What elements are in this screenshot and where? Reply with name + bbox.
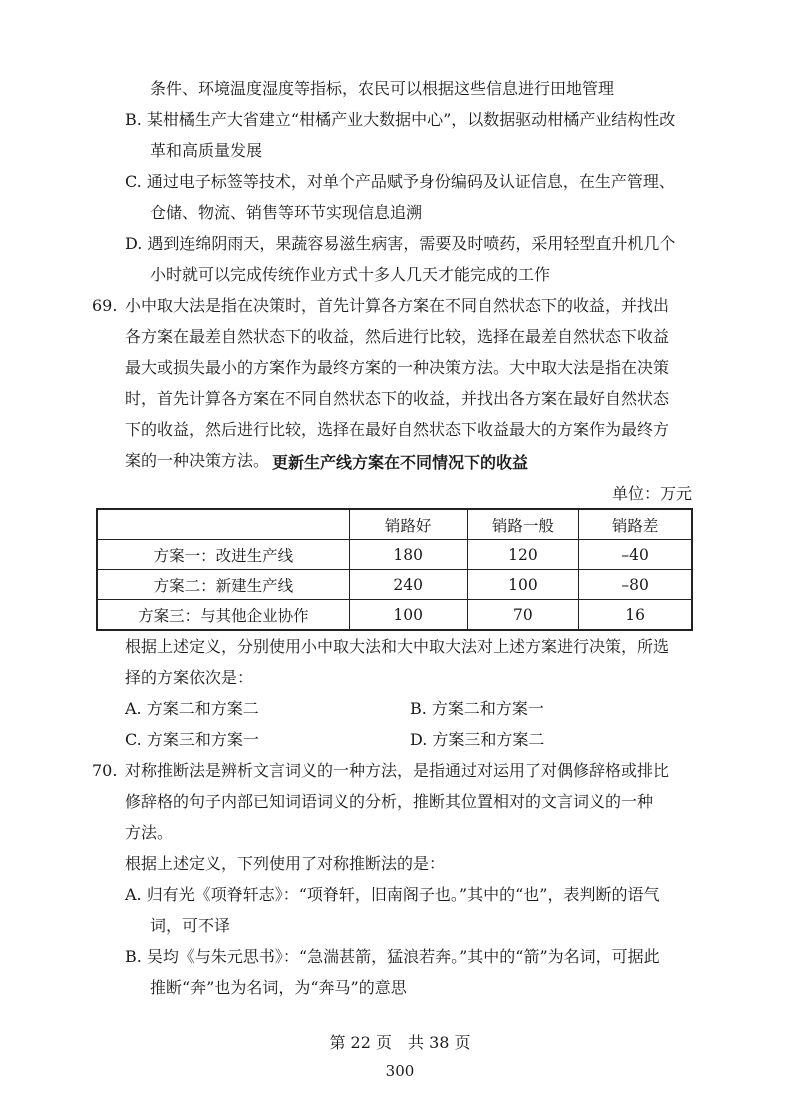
option-d[interactable]: D. 方案三和方案二 [410, 730, 545, 749]
table-row [97, 600, 692, 631]
prev-option-c-line2: 仓储、物流、销售等环节实现信息追溯 [150, 203, 423, 222]
question-70-option-b-line2[interactable]: 推断“奔”也为名词，为“奔马”的意思 [150, 978, 407, 997]
question-70-number: 70. [92, 761, 118, 780]
table-row [97, 570, 692, 600]
table-row [97, 540, 692, 570]
table-cell: –40 [579, 540, 692, 570]
table-cell: –80 [579, 570, 692, 600]
question-70-option-b-line1[interactable]: B. 吴均《与朱元思书》：“急湍甚箭，猛浪若奔。”其中的“箭”为名词，可据此 [125, 947, 660, 966]
page-info: 第 22 页 共 38 页 [329, 1033, 471, 1052]
table-cell: 方案一：改进生产线 [97, 540, 349, 570]
table-cell: 180 [349, 540, 467, 570]
revenue-table [96, 508, 693, 631]
table-cell: 100 [349, 600, 467, 631]
question-69-text-line: 时，首先计算各方案在不同自然状态下的收益，并找出各方案在最好自然状态 [125, 389, 670, 408]
question-70-text-line: 方法。 [125, 823, 174, 842]
option-a[interactable]: A. 方案二和方案二 [125, 699, 259, 718]
question-70-prompt: 根据上述定义，下列使用了对称推断法的是： [125, 854, 446, 873]
table-cell: 16 [579, 600, 692, 631]
question-69-text-line: 各方案在最差自然状态下的收益，然后进行比较，选择在最差自然状态下收益 [125, 327, 670, 346]
prev-option-b-line2: 革和高质量发展 [150, 141, 263, 160]
table-header-cell: 销路好 [349, 509, 467, 540]
table-unit: 单位：万元 [611, 484, 692, 503]
table-cell: 240 [349, 570, 467, 600]
prev-option-b-line1: B. 某柑橘生产大省建立“柑橘产业大数据中心”，以数据驱动柑橘产业结构性改 [125, 110, 676, 129]
prev-question-text: 条件、环境温度湿度等指标，农民可以根据这些信息进行田地管理 [150, 79, 615, 98]
table-title: 更新生产线方案在不同情况下的收益 [271, 453, 528, 472]
question-69-prompt-line: 择的方案依次是： [125, 668, 254, 687]
table-header-row [97, 509, 692, 540]
question-69-prompt-line: 根据上述定义，分别使用小中取大法和大中取大法对上述方案进行决策，所选 [125, 637, 670, 656]
table-cell: 方案二：新建生产线 [97, 570, 349, 600]
table-cell: 120 [467, 540, 579, 570]
question-69-number: 69. [92, 296, 118, 315]
question-69-text-line: 小中取大法是指在决策时，首先计算各方案在不同自然状态下的收益，并找出 [125, 296, 670, 315]
prev-option-d-line1: D. 遇到连绵阴雨天，果蔬容易滋生病害，需要及时喷药，采用轻型直升机几个 [125, 234, 676, 253]
question-70-text-line: 修辞格的句子内部已知词语词义的分析，推断其位置相对的文言词义的一种 [125, 792, 654, 811]
table-header-cell: 销路一般 [467, 509, 579, 540]
table-cell: 100 [467, 570, 579, 600]
question-70-text-line: 对称推断法是辨析文言词义的一种方法，是指通过对运用了对偶修辞格或排比 [125, 761, 670, 780]
question-69-text-line: 案的一种决策方法。 [125, 451, 270, 470]
question-70-option-a-line2[interactable]: 词，可不译 [150, 916, 231, 935]
prev-option-d-line2: 小时就可以完成传统作业方式十多人几天才能完成的工作 [150, 265, 551, 284]
table-header-cell: 销路差 [579, 509, 692, 540]
question-69-text-line: 下的收益，然后进行比较，选择在最好自然状态下收益最大的方案作为最终方 [125, 420, 670, 439]
question-69-text-line: 最大或损失最小的方案作为最终方案的一种决策方法。大中取大法是指在决策 [125, 358, 670, 377]
option-b[interactable]: B. 方案二和方案一 [410, 699, 544, 718]
table-cell: 70 [467, 600, 579, 631]
prev-option-c-line1: C. 通过电子标签等技术，对单个产品赋予身份编码及认证信息，在生产管理、 [125, 172, 675, 191]
option-c[interactable]: C. 方案三和方案一 [125, 730, 259, 749]
page-number: 300 [385, 1062, 415, 1080]
table-cell: 方案三：与其他企业协作 [97, 600, 349, 631]
table-header-cell [97, 509, 349, 540]
question-70-option-a-line1[interactable]: A. 归有光《项脊轩志》：“项脊轩，旧南阁子也。”其中的“也”，表判断的语气 [125, 885, 660, 904]
